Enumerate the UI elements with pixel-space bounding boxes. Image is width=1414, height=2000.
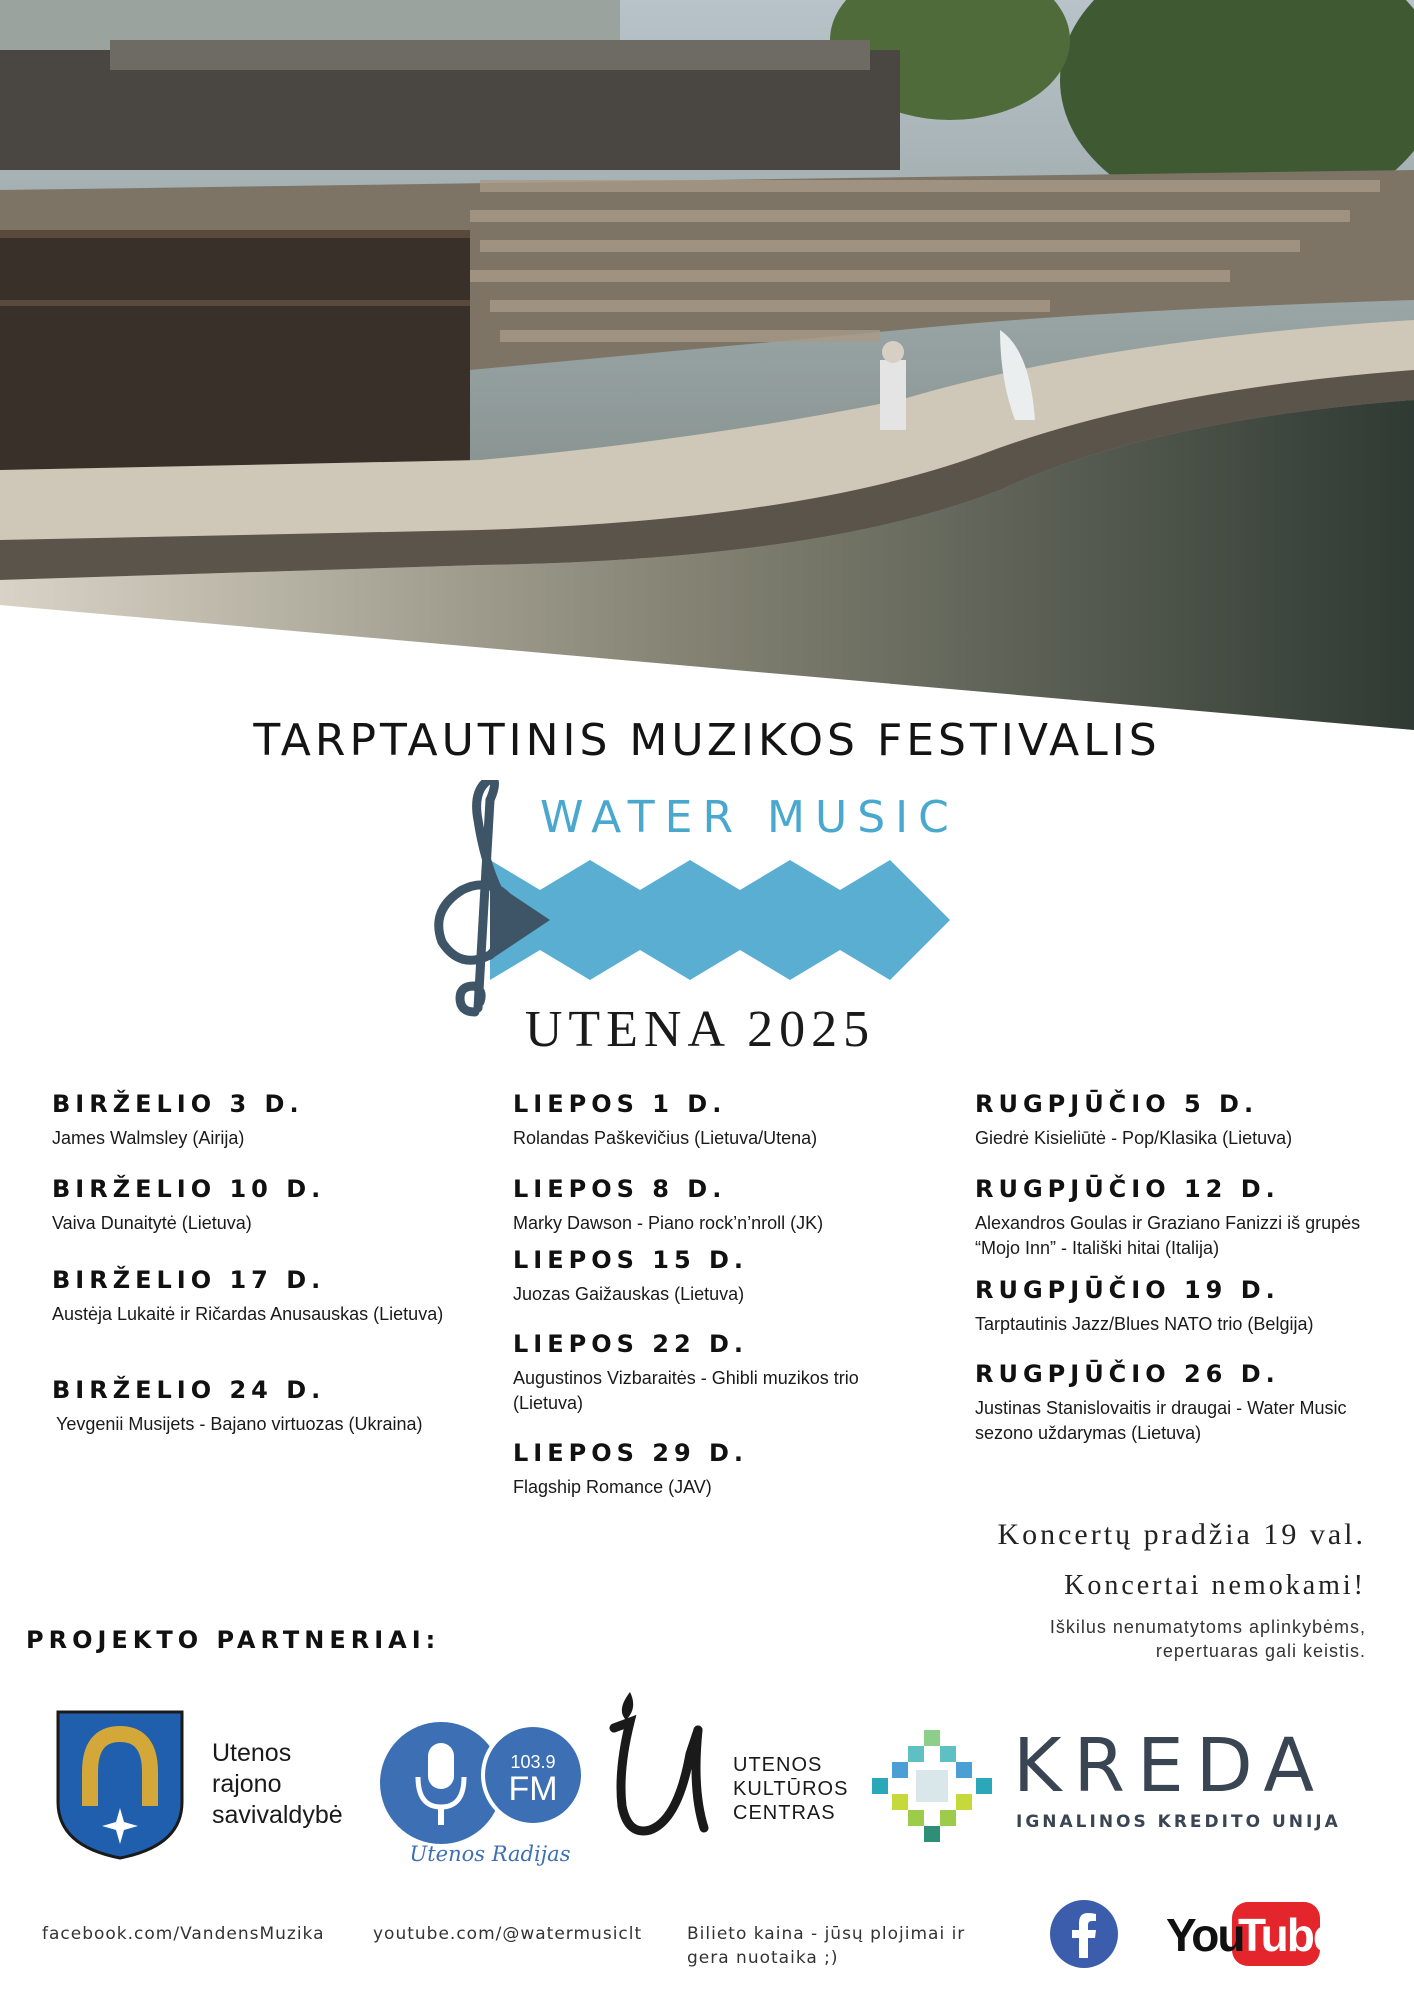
event-august-26 [975, 1360, 1395, 1446]
event-august-19 [975, 1276, 1395, 1337]
event-performer: Marky Dawson - Piano rock’n’nroll (JK) [513, 1213, 824, 1233]
youtube-logo-icon[interactable] [1162, 1896, 1337, 1972]
event-performer: Augustinos Vizbaraitės - Ghibli muzikos trio (Lietuva) [513, 1368, 859, 1413]
facebook-icon[interactable] [1050, 1900, 1118, 1968]
youtube-logo-tube: Tube [1238, 1909, 1337, 1961]
utena-line-1: Utenos [212, 1739, 292, 1767]
event-performer: Yevgenii Musijets - Bajano virtuozas (Ukraina) [56, 1414, 423, 1434]
culture-center-u-icon [608, 1690, 718, 1840]
event-performer: James Walmsley (Airija) [52, 1128, 245, 1148]
utena-line-3: savivaldybė [212, 1801, 343, 1829]
event-june-10 [52, 1175, 472, 1236]
radio-frequency: 103.9 [510, 1752, 556, 1772]
event-performer: Tarptautinis Jazz/Blues NATO trio (Belgija) [975, 1314, 1314, 1334]
event-date: BIRŽELIO 17 D. [52, 1266, 326, 1294]
event-date: RUGPJŪČIO 5 D. [975, 1090, 1259, 1118]
kreda-snowflake-icon [872, 1730, 992, 1842]
event-performer: Flagship Romance (JAV) [513, 1477, 712, 1497]
event-performer: Giedrė Kisieliūtė - Pop/Klasika (Lietuva) [975, 1128, 1293, 1148]
festival-title: TARPTAUTINIS MUZIKOS FESTIVALIS [253, 715, 1161, 766]
event-date: LIEPOS 29 D. [513, 1439, 749, 1467]
event-date: BIRŽELIO 3 D. [52, 1090, 304, 1118]
concerts-free-notice: Koncertai nemokami! [1064, 1570, 1366, 1601]
radio-name: Utenos Radijas [409, 1842, 571, 1866]
leaf-icon [622, 1692, 633, 1720]
event-date: LIEPOS 8 D. [513, 1175, 727, 1203]
event-august-5 [975, 1090, 1395, 1151]
event-july-8 [513, 1175, 933, 1236]
event-performer: Austėja Lukaitė ir Ričardas Anusauskas (Lietuva) [52, 1304, 444, 1324]
treble-clef-icon [439, 780, 510, 1012]
event-performer: Rolandas Paškevičius (Lietuva/Utena) [513, 1128, 818, 1148]
utena-municipality-name [212, 1738, 343, 1831]
event-august-12 [975, 1175, 1395, 1261]
youtube-link[interactable]: youtube.com/@watermusiclt [373, 1924, 643, 1944]
ukc-line-1: UTENOS [733, 1754, 823, 1776]
event-performer: Vaiva Dunaitytė (Lietuva) [52, 1213, 252, 1233]
event-july-22 [513, 1330, 933, 1416]
event-june-3 [52, 1090, 472, 1151]
radio-band: FM [508, 1770, 558, 1808]
utena-coat-of-arms-icon [56, 1710, 184, 1860]
city-year: UTENA 2025 [524, 1001, 876, 1058]
microphone-icon [428, 1743, 454, 1789]
utena-line-2: rajono [212, 1770, 282, 1798]
kreda-name: KREDA [1013, 1723, 1327, 1809]
culture-center-name [733, 1753, 848, 1825]
event-july-15 [513, 1246, 933, 1307]
repertoire-change-note: Iškilus nenumatytoms aplinkybėms, repertuaras gali keistis. [1049, 1617, 1366, 1661]
event-june-17 [52, 1266, 472, 1327]
youtube-logo-you: You [1166, 1909, 1244, 1961]
partners-heading: PROJEKTO PARTNERIAI: [26, 1626, 441, 1654]
event-performer: Alexandros Goulas ir Graziano Fanizzi iš grupės “Mojo Inn” - Itališki hitai (Italija) [975, 1213, 1361, 1258]
event-date: RUGPJŪČIO 12 D. [975, 1175, 1280, 1203]
event-june-24 [52, 1376, 472, 1437]
ukc-line-2: KULTŪROS [733, 1778, 849, 1800]
event-performer: Justinas Stanislovaitis ir draugai - Water Music sezono uždarymas (Lietuva) [975, 1398, 1347, 1443]
event-date: LIEPOS 1 D. [513, 1090, 727, 1118]
facebook-link[interactable]: facebook.com/VandensMuzika [42, 1924, 325, 1944]
logo-text: WATER MUSIC [540, 792, 959, 843]
event-date: RUGPJŪČIO 19 D. [975, 1276, 1280, 1304]
ticket-price-note: Bilieto kaina - jūsų plojimai ir gera nuotaika ;) [687, 1924, 966, 1968]
amphitheater-photo [0, 0, 1414, 730]
event-july-1 [513, 1090, 933, 1151]
wave-shape [490, 860, 950, 980]
event-july-29 [513, 1439, 933, 1500]
event-performer: Juozas Gaižauskas (Lietuva) [513, 1284, 745, 1304]
concert-start-time: Koncertų pradžia 19 val. [997, 1518, 1366, 1551]
kreda-subtitle: IGNALINOS KREDITO UNIJA [1016, 1812, 1341, 1832]
header-photo [0, 0, 1414, 730]
event-date: LIEPOS 15 D. [513, 1246, 749, 1274]
event-date: LIEPOS 22 D. [513, 1330, 749, 1358]
event-date: BIRŽELIO 24 D. [52, 1376, 326, 1404]
event-date: RUGPJŪČIO 26 D. [975, 1360, 1280, 1388]
event-date: BIRŽELIO 10 D. [52, 1175, 326, 1203]
ukc-line-3: CENTRAS [733, 1802, 836, 1824]
